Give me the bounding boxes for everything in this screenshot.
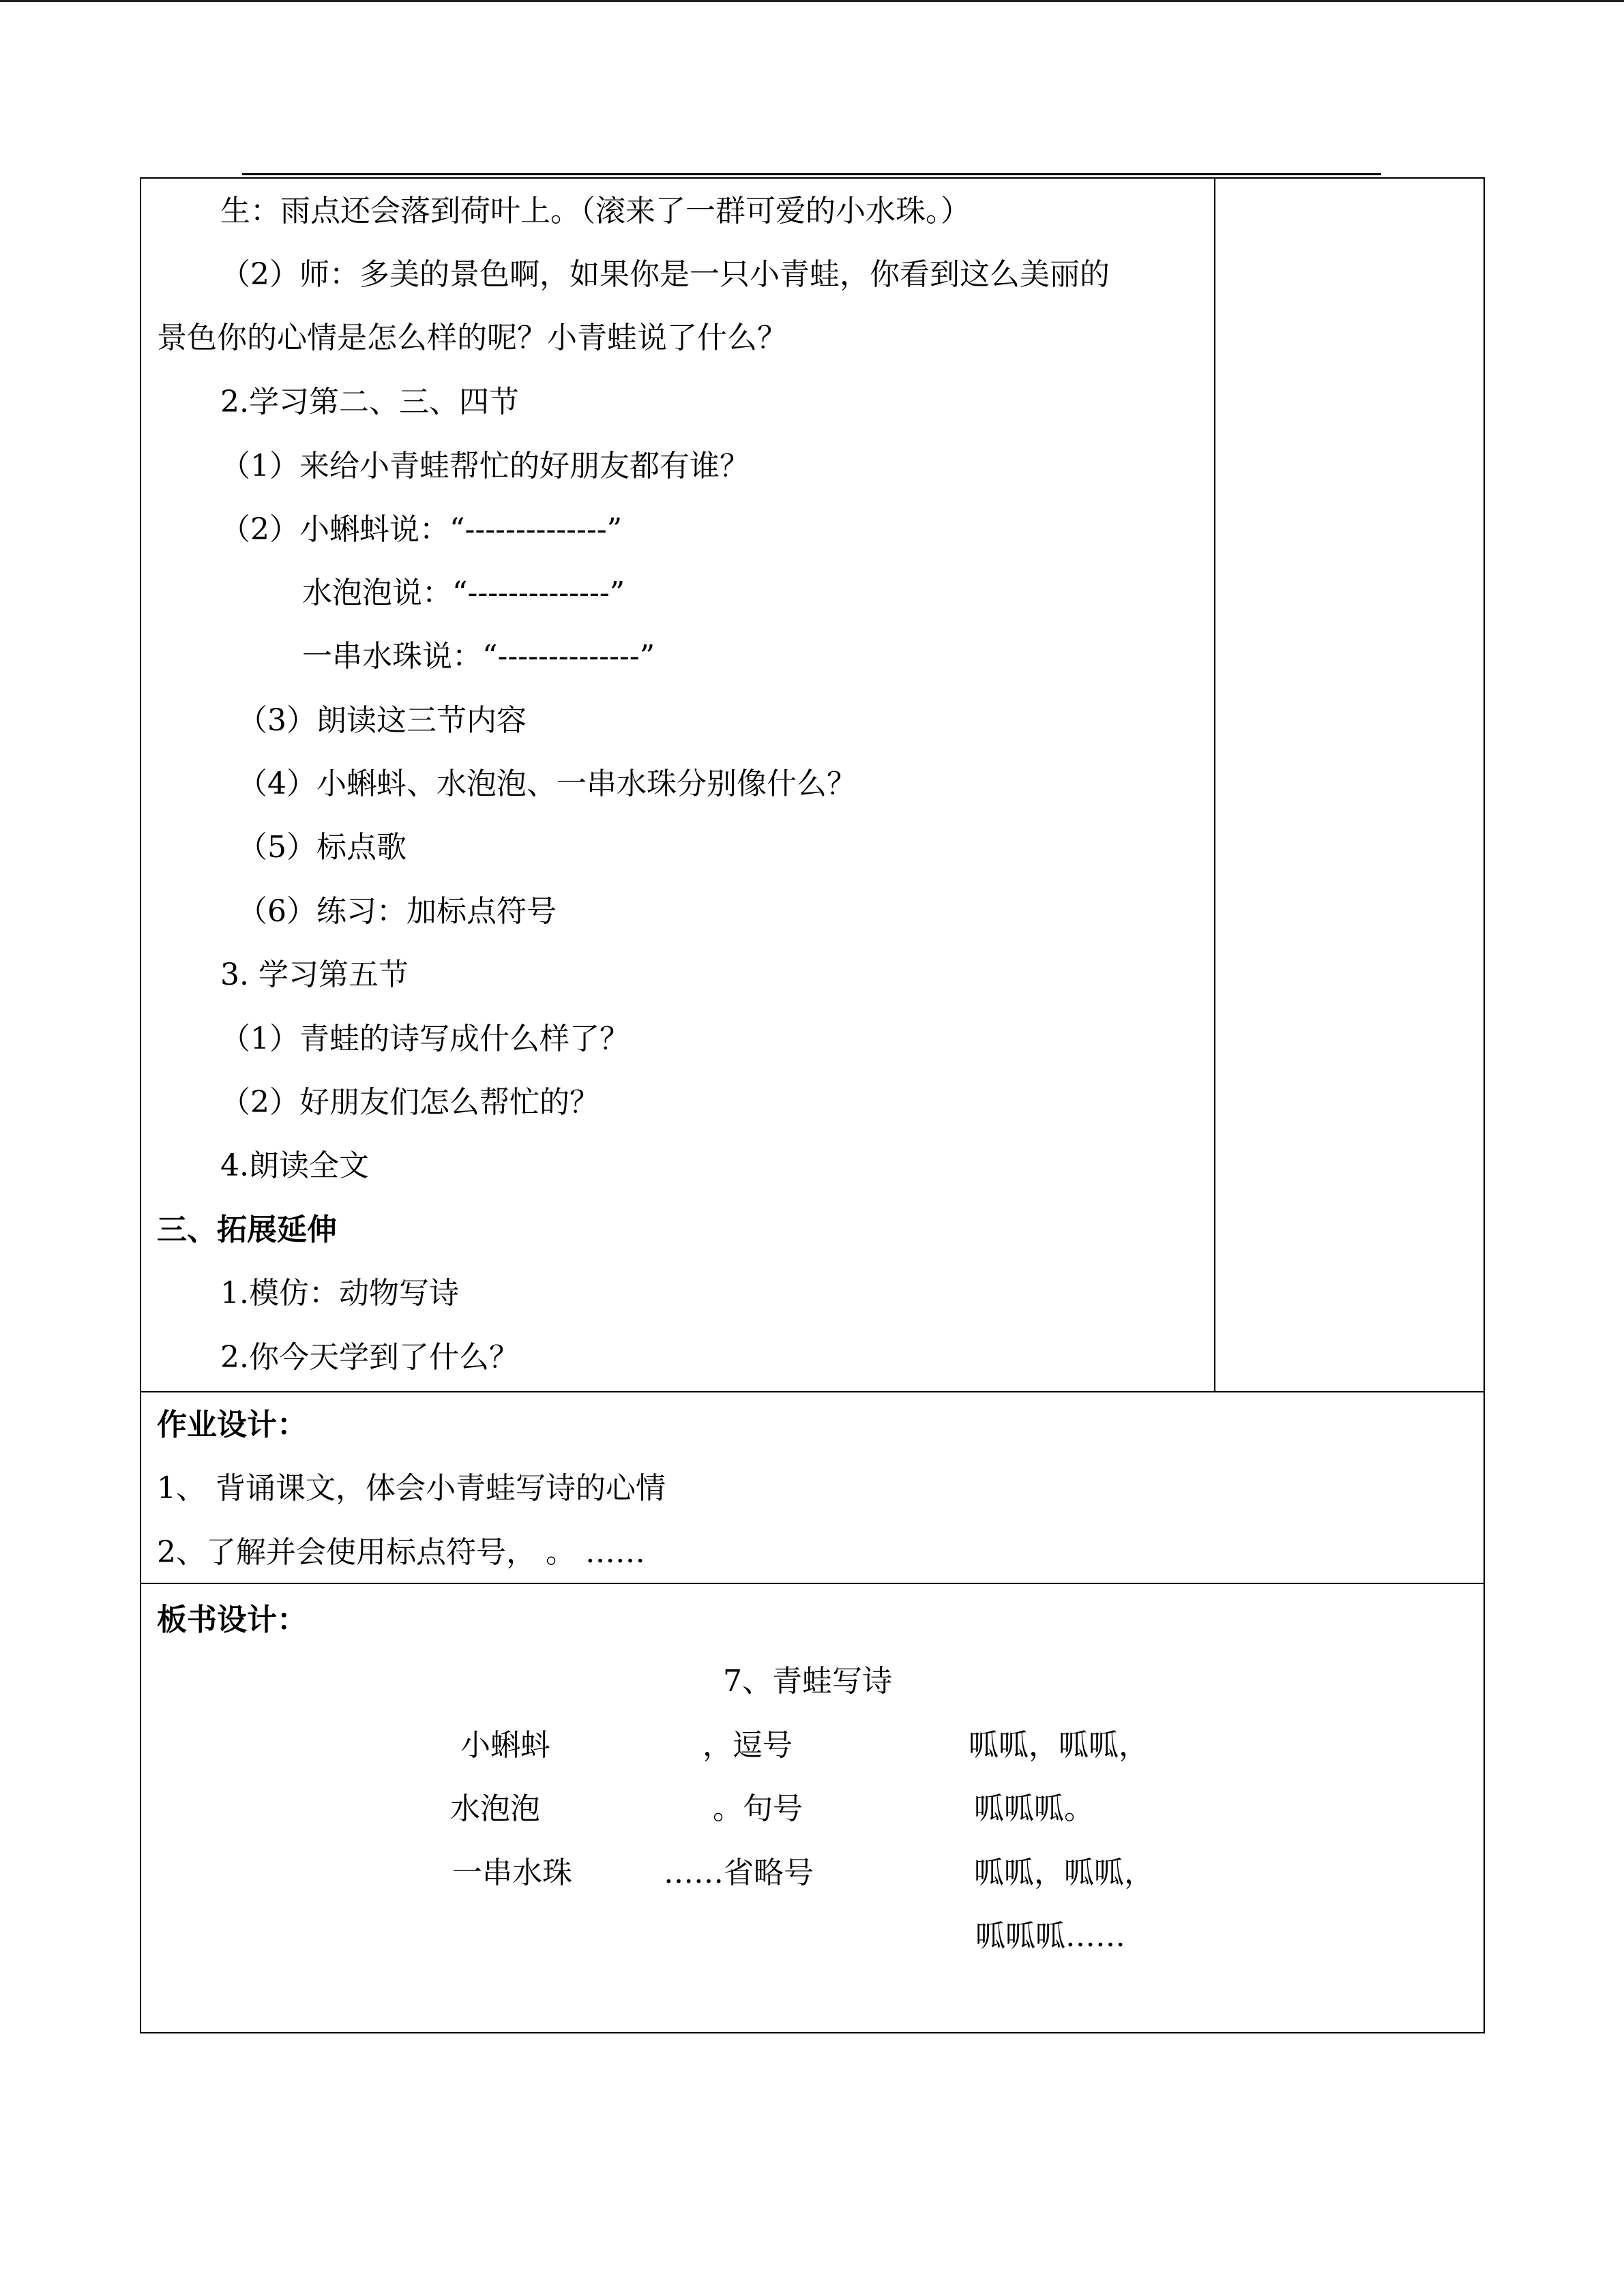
lesson-line: （5）标点歌: [237, 830, 407, 865]
homework-title: 作业设计：: [157, 1407, 307, 1442]
homework-item: 1、 背诵课文，体会小青蛙写诗的心情: [157, 1471, 666, 1506]
lesson-line: 1.模仿：动物写诗: [220, 1276, 459, 1311]
homework-item: 2、了解并会使用标点符号， 。 ……: [157, 1535, 645, 1570]
board-cell: ……省略号: [664, 1855, 814, 1890]
lesson-line: （3）朗读这三节内容: [237, 703, 527, 738]
board-cell: 一串水珠: [452, 1855, 572, 1890]
board-heading: 7、青蛙写诗: [723, 1664, 892, 1699]
lesson-line: （2）师：多美的景色啊，如果你是一只小青蛙，你看到这么美丽的: [220, 257, 1110, 292]
notes-column-divider: [1214, 177, 1215, 1392]
homework-row-divider: [140, 1391, 1485, 1392]
lesson-line: （2）小蝌蚪说：“--------------”: [220, 512, 623, 547]
lesson-line: （6）练习：加标点符号: [237, 894, 557, 929]
lesson-line: （1）来给小青蛙帮忙的好朋友都有谁？: [220, 449, 750, 483]
board-cell: ，逗号: [703, 1728, 793, 1763]
board-cell: 呱呱呱……: [975, 1919, 1125, 1954]
board-cell: 呱呱，呱呱，: [974, 1855, 1154, 1890]
lesson-line: 水泡泡说：“--------------”: [302, 576, 625, 610]
lesson-line: 2.你今天学到了什么？: [220, 1340, 519, 1375]
lesson-line: （4）小蝌蚪、水泡泡、一串水珠分别像什么？: [237, 766, 857, 801]
lesson-line: （1）青蛙的诗写成什么样了？: [220, 1022, 630, 1056]
board-row-divider: [140, 1583, 1485, 1584]
section-heading: 三、拓展延伸: [157, 1212, 337, 1247]
lesson-line: 4.朗读全文: [220, 1148, 369, 1183]
board-cell: 水泡泡: [450, 1791, 540, 1826]
lesson-line: 一串水珠说：“--------------”: [302, 639, 655, 674]
header-rule: [242, 173, 1381, 175]
board-cell: 。句号: [713, 1791, 803, 1826]
board-cell: 呱呱，呱呱，: [969, 1728, 1149, 1763]
lesson-line: 生：雨点还会落到荷叶上。（滚来了一群可爱的小水珠。）: [220, 194, 971, 228]
lesson-line: 景色你的心情是怎么样的呢？小青蛙说了什么？: [157, 320, 787, 355]
lesson-line: （2）好朋友们怎么帮忙的？: [220, 1085, 600, 1120]
lesson-line: 3. 学习第五节: [220, 957, 409, 992]
board-cell: 小蝌蚪: [460, 1728, 550, 1763]
lesson-line: 2.学习第二、三、四节: [220, 385, 519, 419]
board-cell: 呱呱呱。: [974, 1791, 1094, 1826]
board-title: 板书设计：: [157, 1602, 307, 1637]
page-top-border: [0, 0, 1624, 2]
